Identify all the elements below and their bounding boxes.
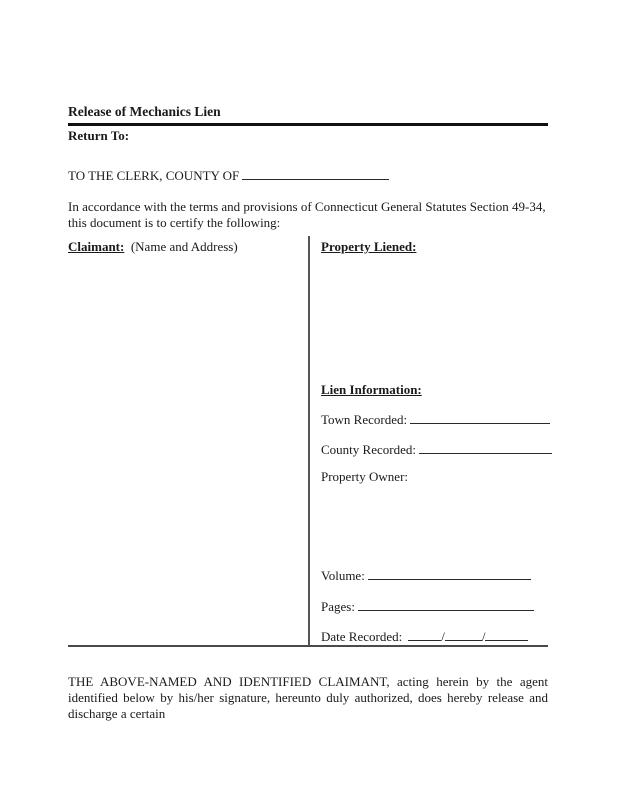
property-owner-label: Property Owner: xyxy=(321,469,409,484)
pages-row xyxy=(321,597,552,615)
date-day-blank[interactable] xyxy=(445,627,482,641)
claimant-column xyxy=(68,236,308,645)
date-month-blank[interactable] xyxy=(408,627,441,641)
clerk-line xyxy=(68,166,548,184)
volume-blank[interactable] xyxy=(368,566,531,580)
date-recorded-label: Date Recorded: xyxy=(321,629,403,644)
property-liened-label: Property Liened: xyxy=(321,239,417,254)
pages-label: Pages: xyxy=(321,599,355,614)
form-columns xyxy=(68,236,548,647)
closing-paragraph: THE ABOVE-NAMED AND IDENTIFIED CLAIMANT, acting herein by the agent identified below by his/her signature, hereunto duly authorized, does hereby release and discharge a certain xyxy=(68,674,548,721)
volume-row xyxy=(321,566,552,584)
county-recorded-blank[interactable] xyxy=(419,440,552,454)
date-separator: / xyxy=(441,629,445,644)
volume-label: Volume: xyxy=(321,568,365,583)
town-recorded-label: Town Recorded: xyxy=(321,412,408,427)
claimant-heading xyxy=(68,239,308,255)
property-column xyxy=(310,236,552,645)
county-recorded-row xyxy=(321,440,552,458)
top-margin xyxy=(68,0,548,104)
claimant-label: Claimant: xyxy=(68,239,125,254)
intro-paragraph: In accordance with the terms and provisions of Connecticut General Statutes Section 49-34, this document is to certify the following: xyxy=(68,199,546,230)
lien-information-heading xyxy=(321,382,552,398)
date-separator: / xyxy=(481,629,486,644)
page-title: Release of Mechanics Lien xyxy=(68,104,221,119)
header-rule xyxy=(68,123,548,126)
date-recorded-row xyxy=(321,627,552,645)
return-to-label: Return To: xyxy=(68,128,130,143)
pages-blank[interactable] xyxy=(358,597,534,611)
lien-information-label: Lien Information: xyxy=(321,382,422,397)
property-owner-row xyxy=(321,469,552,485)
property-liened-heading xyxy=(321,239,552,255)
town-recorded-blank[interactable] xyxy=(410,410,550,424)
clerk-county-blank[interactable] xyxy=(242,166,389,180)
claimant-hint: (Name and Address) xyxy=(130,239,238,254)
county-recorded-label: County Recorded: xyxy=(321,442,416,457)
town-recorded-row xyxy=(321,410,552,428)
document-content xyxy=(68,0,548,722)
clerk-line-prefix: TO THE CLERK, COUNTY OF xyxy=(68,168,240,183)
date-year-blank[interactable] xyxy=(485,627,528,641)
